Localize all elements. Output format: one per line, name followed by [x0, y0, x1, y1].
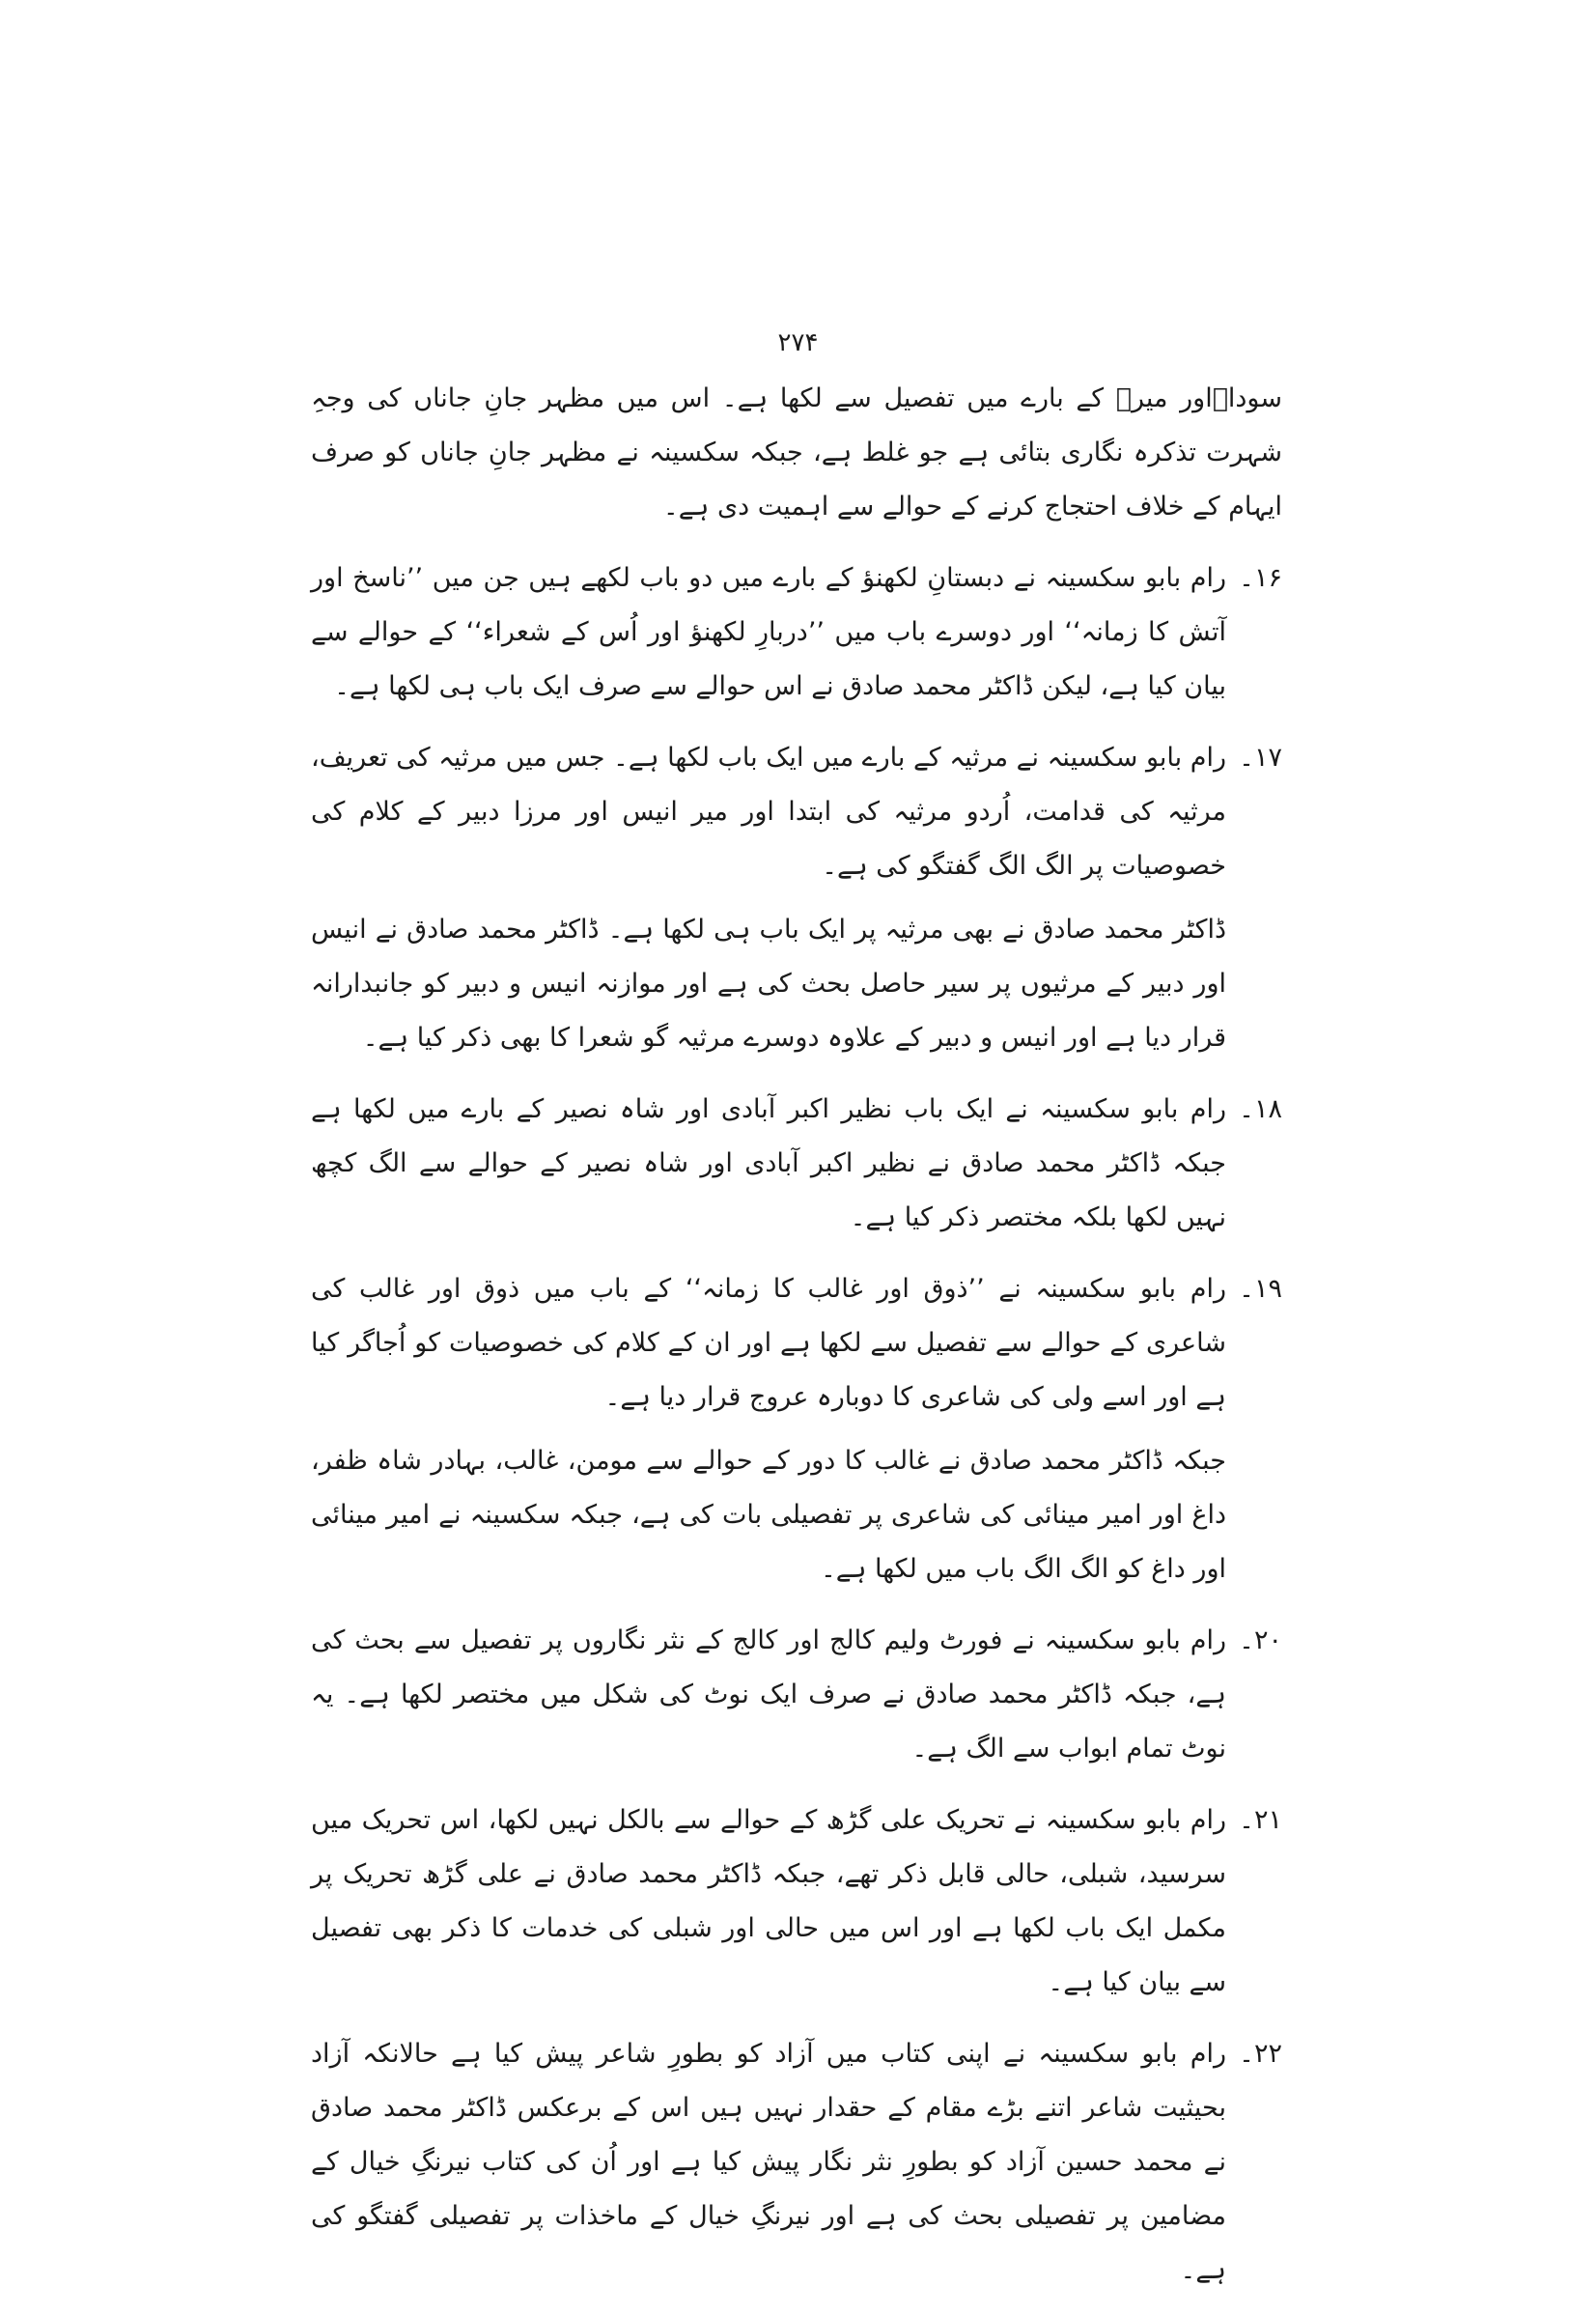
page-number: ۲۷۴: [777, 328, 819, 357]
item-text: رام بابو سکسینہ نے فورٹ ولیم کالج اور کالج کے نثر نگاروں پر تفصیل سے بحث کی ہے، جبکہ ڈاکٹر محمد صادق نے صرف ایک نوٹ کی شکل میں مختصر لکھا ہے۔ یہ نوٹ تمام ابواب سے الگ ہے۔: [311, 1625, 1226, 1764]
item-subparagraph: ڈاکٹر محمد صادق نے بھی مرثیہ پر ایک باب ہی لکھا ہے۔ ڈاکٹر محمد صادق نے انیس اور دبیر کے مرثیوں پر سیر حاصل بحث کی ہے اور موازنہ انیس و دبیر کو جانبدارانہ قرار دیا ہے اور انیس و دبیر کے علاوہ دوسرے مرثیہ گو شعرا کا بھی ذکر کیا ہے۔: [311, 915, 1226, 1053]
item-text: رام بابو سکسینہ نے ایک باب نظیر اکبر آبادی اور شاہ نصیر کے بارے میں لکھا ہے جبکہ ڈاکٹر محمد صادق نے نظیر اکبر آبادی اور شاہ نصیر کے حوالے سے الگ کچھ نہیں لکھا بلکہ مختصر ذکر کیا ہے۔: [311, 1094, 1226, 1232]
intro-paragraph: سوداؔاور میرؔ کے بارے میں تفصیل سے لکھا ہے۔ اس میں مظہر جانِ جاناں کی وجہِ شہرت تذکرہ نگاری بتائی ہے جو غلط ہے، جبکہ سکسینہ نے مظہر جانِ جاناں کو صرف ایہام کے خلاف احتجاج کرنے کے حوالے سے اہمیت دی ہے۔: [311, 383, 1282, 522]
item-text: رام بابو سکسینہ نے تحریک علی گڑھ کے حوالے سے بالکل نہیں لکھا، اس تحریک میں سرسید، شبلی، حالی قابل ذکر تھے، جبکہ ڈاکٹر محمد صادق نے علی گڑھ تحریک پر مکمل ایک باب لکھا ہے اور اس میں حالی اور شبلی کی خدمات کا ذکر بھی تفصیل سے بیان کیا ہے۔: [311, 1805, 1226, 1997]
item-number: ۱۸۔: [1239, 1094, 1282, 1124]
list-item: [311, 2027, 1282, 2298]
page-body: [311, 372, 1282, 2315]
item-subparagraph: جبکہ ڈاکٹر محمد صادق نے غالب کا دور کے حوالے سے مومن، غالب، بہادر شاہ ظفر، داغ اور امیر مینائی کی شاعری پر تفصیلی بات کی ہے، جبکہ سکسینہ نے امیر مینائی اور داغ کو الگ الگ باب میں لکھا ہے۔: [311, 1446, 1226, 1584]
item-number: ۲۰۔: [1239, 1625, 1282, 1655]
item-text: رام بابو سکسینہ نے اپنی کتاب میں آزاد کو بطورِ شاعر پیش کیا ہے حالانکہ آزاد بحیثیت شاعر اتنے بڑے مقام کے حقدار نہیں ہیں اس کے برعکس ڈاکٹر محمد صادق نے محمد حسین آزاد کو بطورِ نثر نگار پیش کیا ہے اور اُن کی کتاب نیرنگِ خیال کے مضامین پر تفصیلی بحث کی ہے اور نیرنگِ خیال کے ماخذات پر تفصیلی گفتگو کی ہے۔: [311, 2039, 1226, 2285]
list-item: [311, 1614, 1282, 1776]
list-item: [311, 551, 1282, 714]
item-number: ۲۱۔: [1239, 1805, 1282, 1835]
item-number: ۱۹۔: [1239, 1274, 1282, 1304]
item-number: ۱۷۔: [1239, 743, 1282, 773]
item-text: رام بابو سکسینہ نے مرثیہ کے بارے میں ایک باب لکھا ہے۔ جس میں مرثیہ کی تعریف، مرثیہ کی قدامت، اُردو مرثیہ کی ابتدا اور میر انیس اور مرزا دبیر کے کلام کی خصوصیات پر الگ الگ گفتگو کی ہے۔: [311, 743, 1226, 881]
item-number: ۲۲۔: [1239, 2039, 1282, 2069]
list-item: [311, 1793, 1282, 2010]
list-item: [311, 731, 1282, 1065]
item-text: رام بابو سکسینہ نے ’’ذوق اور غالب کا زمانہ‘‘ کے باب میں ذوق اور غالب کی شاعری کے حوالے سے تفصیل سے لکھا ہے اور ان کے کلام کی خصوصیات کو اُجاگر کیا ہے اور اسے ولی کی شاعری کا دوبارہ عروج قرار دیا ہے۔: [311, 1274, 1226, 1412]
item-number: ۱۶۔: [1239, 563, 1282, 593]
list-item: [311, 1083, 1282, 1245]
list-item: [311, 1262, 1282, 1596]
item-text: رام بابو سکسینہ نے دبستانِ لکھنؤ کے بارے میں دو باب لکھے ہیں جن میں ’’ناسخ اور آتش کا زمانہ‘‘ اور دوسرے باب میں ’’دربارِ لکھنؤ اور اُس کے شعراء‘‘ کے حوالے سے بیان کیا ہے، لیکن ڈاکٹر محمد صادق نے اس حوالے سے صرف ایک باب ہی لکھا ہے۔: [311, 563, 1226, 701]
